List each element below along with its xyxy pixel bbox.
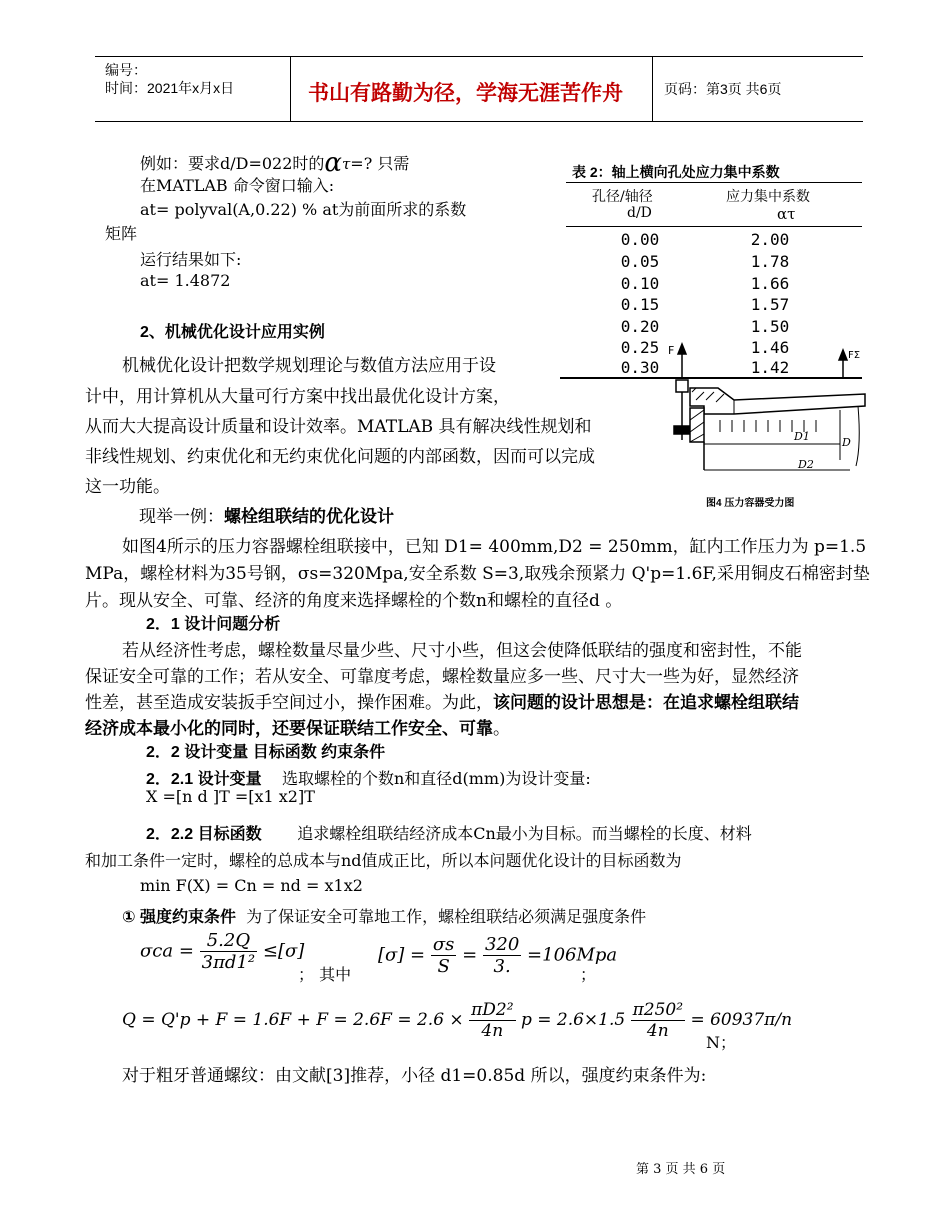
- eq1-fraction: [200, 930, 257, 973]
- table-cell-dD: 0.05: [620, 252, 660, 271]
- table-cell-dD: 0.30: [620, 358, 660, 377]
- objective-formula: min F(X) = Cn = nd = x1x2: [140, 876, 363, 895]
- section222-l2: 和加工条件一定时，螺栓的总成本与nd值成正比，所以本问题优化设计的目标函数为: [85, 851, 682, 870]
- table-cell-alpha: 1.42: [750, 358, 790, 377]
- intro-line-6: at= 1.4872: [140, 271, 231, 290]
- thread-recommendation: 对于粗牙普通螺纹：由文献[3]推荐，小径 d1=0.85d 所以，强度约束条件为:: [122, 1066, 707, 1086]
- eq3-part-c: = 60937π/n: [690, 1010, 793, 1030]
- table-cell-alpha: 1.78: [750, 252, 790, 271]
- eq2-lhs: [σ] =: [378, 944, 426, 966]
- intro-line-2: 在MATLAB 命令窗口输入:: [140, 176, 335, 195]
- example-pre: 现举一例：: [139, 507, 224, 527]
- section2-p1-l3: 从而大大提高设计质量和设计效率。MATLAB 具有解决线性规划和: [85, 417, 592, 437]
- section221-title: 2．2.1 设计变量: [146, 771, 262, 788]
- section2-title: 2、机械优化设计应用实例: [140, 324, 325, 341]
- table-cell-dD: 0.00: [620, 230, 660, 249]
- tau-symbol: τ: [341, 155, 351, 173]
- eq1-lhs: σca =: [140, 940, 194, 962]
- eq3-part-a: Q = Q'p + F = 1.6F + F = 2.6F = 2.6 ×: [122, 1010, 464, 1030]
- eq3-num-1: πD2²: [471, 1000, 514, 1020]
- force-arrow-F-head: [678, 344, 686, 354]
- equation-Q: [122, 1000, 792, 1041]
- eq2-fraction-2: [483, 934, 521, 977]
- table2-col1-header: 孔径/轴径: [592, 189, 653, 205]
- label-D: D: [842, 436, 851, 449]
- section21-title: 2．1 设计问题分析: [146, 616, 281, 633]
- section2-p1-l5: 这一功能。: [85, 477, 170, 497]
- table2-col2-sub: ατ: [777, 205, 796, 223]
- label-FE: FΣ: [848, 350, 861, 361]
- section21-l3: [85, 688, 799, 713]
- section21-l3-bold: 该问题的设计思想是：在追求螺栓组联结: [493, 693, 799, 712]
- intro-line-5: 运行结果如下:: [140, 250, 242, 269]
- eq1-num: 5.2Q: [200, 930, 257, 952]
- eq3-unit: N；: [706, 1033, 737, 1052]
- table2-col1-sub: d/D: [627, 205, 652, 221]
- strength-constraint-text: 为了保证安全可靠地工作，螺栓组联结必须满足强度条件: [246, 907, 647, 926]
- header-divider-1: [290, 56, 291, 122]
- header-bottom-rule: [95, 121, 863, 122]
- strength-constraint-title: ① 强度约束条件: [122, 909, 236, 926]
- section21-l4-post: 。: [493, 719, 510, 739]
- section2-p1-l4: 非线性规划、约束优化和无约束优化问题的内部函数，因而可以完成: [85, 447, 595, 467]
- section22-title: 2．2 设计变量 目标函数 约束条件: [146, 744, 386, 761]
- table-cell-dD: 0.10: [620, 274, 660, 293]
- eq1-rhs: ≤[σ]: [262, 940, 305, 962]
- table2-col2-header: 应力集中系数: [726, 189, 810, 205]
- table-cell-alpha: 1.50: [750, 317, 790, 336]
- table-cell-dD: 0.15: [620, 295, 660, 314]
- label-D2: D2: [798, 458, 814, 471]
- alpha-symbol: α: [324, 148, 342, 178]
- section222-line: [146, 821, 752, 844]
- intro-line-1-post: =? 只需: [350, 154, 410, 173]
- eq3-part-b: p = 2.6×1.5: [520, 1010, 626, 1030]
- eq3-den-2: 4n: [646, 1021, 669, 1041]
- table-cell-alpha: 2.00: [750, 230, 790, 249]
- section222-text: 追求螺栓组联结经济成本Cn最小为目标。而当螺栓的长度、材料: [297, 824, 752, 843]
- section222-title: 2．2.2 目标函数: [146, 826, 262, 843]
- example-line: [139, 502, 394, 527]
- header-motto: 书山有路勤为径，学海无涯苦作舟: [308, 82, 623, 105]
- header-page-info: 页码：第3页 共6页: [664, 81, 782, 97]
- intro-line-3: at= polyval(A,0.22) % at为前面所求的系数: [140, 200, 467, 219]
- section2-p2-l1: 如图4所示的压力容器螺栓组联接中，已知 D1= 400mm,D2 = 250mm，缸内工作压力为 p=1.5: [122, 537, 867, 557]
- table2-caption: 表 2：轴上横向孔处应力集中系数: [572, 164, 780, 180]
- header-time: 时间：2021年x月x日: [105, 80, 235, 96]
- eq1-sep: ； 其中: [298, 965, 352, 984]
- section21-l3-text: 性差，甚至造成安装扳手空间过小，操作困难。为此，: [85, 693, 493, 713]
- label-F: F: [668, 344, 675, 357]
- pressure-vessel-figure: [660, 340, 870, 490]
- section221-line: [146, 766, 591, 789]
- eq3-fraction-1: [469, 1000, 515, 1041]
- strength-constraint-line: [122, 904, 646, 927]
- section2-p2-l2: MPa，螺栓材料为35号钢，σs=320Mpa,安全系数 S=3,取残余预紧力 Q'p=1.6F,采用铜皮石棉密封垫: [85, 564, 870, 584]
- section21-l4: [85, 714, 510, 739]
- intro-line-1-text: 例如：要求d/D=022时的: [140, 154, 325, 173]
- section2-p1-l2: 计中，用计算机从大量可行方案中找出最优化设计方案，: [85, 387, 510, 407]
- eq3-num-2: π250²: [632, 1000, 684, 1020]
- eq2-fraction-1: [431, 934, 457, 977]
- header-divider-2: [652, 56, 653, 122]
- figure4-caption: 图4 压力容器受力图: [706, 498, 795, 509]
- design-variable-formula: X =[n d ]T =[x1 x2]T: [146, 787, 315, 806]
- label-D1: D1: [794, 430, 810, 443]
- example-title: 螺栓组联结的优化设计: [224, 507, 394, 526]
- header-serial: 编号：: [105, 62, 147, 78]
- eq2-rhs: =106Mpa: [527, 944, 618, 966]
- bolt-nut: [674, 426, 690, 434]
- table-cell-alpha: 1.57: [750, 295, 790, 314]
- eq2-den-2: 3.: [493, 956, 511, 977]
- table-cell-alpha: 1.46: [750, 338, 790, 357]
- eq2-end: ；: [580, 965, 597, 984]
- section221-text: 选取螺栓的个数n和直径d(mm)为设计变量:: [281, 769, 591, 788]
- section2-p2-l3: 片。现从安全、可靠、经济的角度来选择螺栓的个数n和螺栓的直径d 。: [85, 591, 623, 611]
- eq2-den-1: S: [437, 956, 450, 977]
- table2-header-rule: [566, 226, 862, 227]
- bolt-head: [676, 380, 688, 392]
- eq2-num-1: σs: [432, 934, 455, 955]
- section2-p1-l1: 机械优化设计把数学规划理论与数值方法应用于设: [122, 356, 496, 376]
- header-top-rule: [95, 56, 863, 57]
- section21-l1: 若从经济性考虑，螺栓数量尽量少些、尺寸小些，但这会使降低联结的强度和密封性，不能: [122, 641, 802, 661]
- force-arrow-FE-head: [839, 350, 847, 360]
- footer-page-number: 第 3 页 共 6 页: [636, 1162, 726, 1177]
- equation-allowable-stress: [σ] = $\frac{\sigma s}{S}$ = $\frac{320}{3.}$ =106Mpa: [378, 934, 618, 977]
- table2-top-rule: [566, 182, 862, 183]
- section21-l4-bold: 经济成本最小化的同时，还要保证联结工作安全、可靠: [85, 719, 493, 738]
- eq2-num-2: 320: [484, 934, 520, 955]
- table-cell-dD: 0.25: [620, 338, 660, 357]
- section21-l2: 保证安全可靠的工作；若从安全、可靠度考虑，螺栓数量应多一些、尺寸大一些为好，显然经济: [85, 667, 799, 687]
- eq1-den: 3πd1²: [201, 952, 256, 973]
- equation-sigma-ca: [140, 930, 304, 973]
- table-cell-dD: 0.20: [620, 317, 660, 336]
- table-cell-alpha: 1.66: [750, 274, 790, 293]
- eq3-den-1: 4n: [481, 1021, 504, 1041]
- intro-line-4: 矩阵: [105, 224, 138, 243]
- eq3-fraction-2: [631, 1000, 685, 1041]
